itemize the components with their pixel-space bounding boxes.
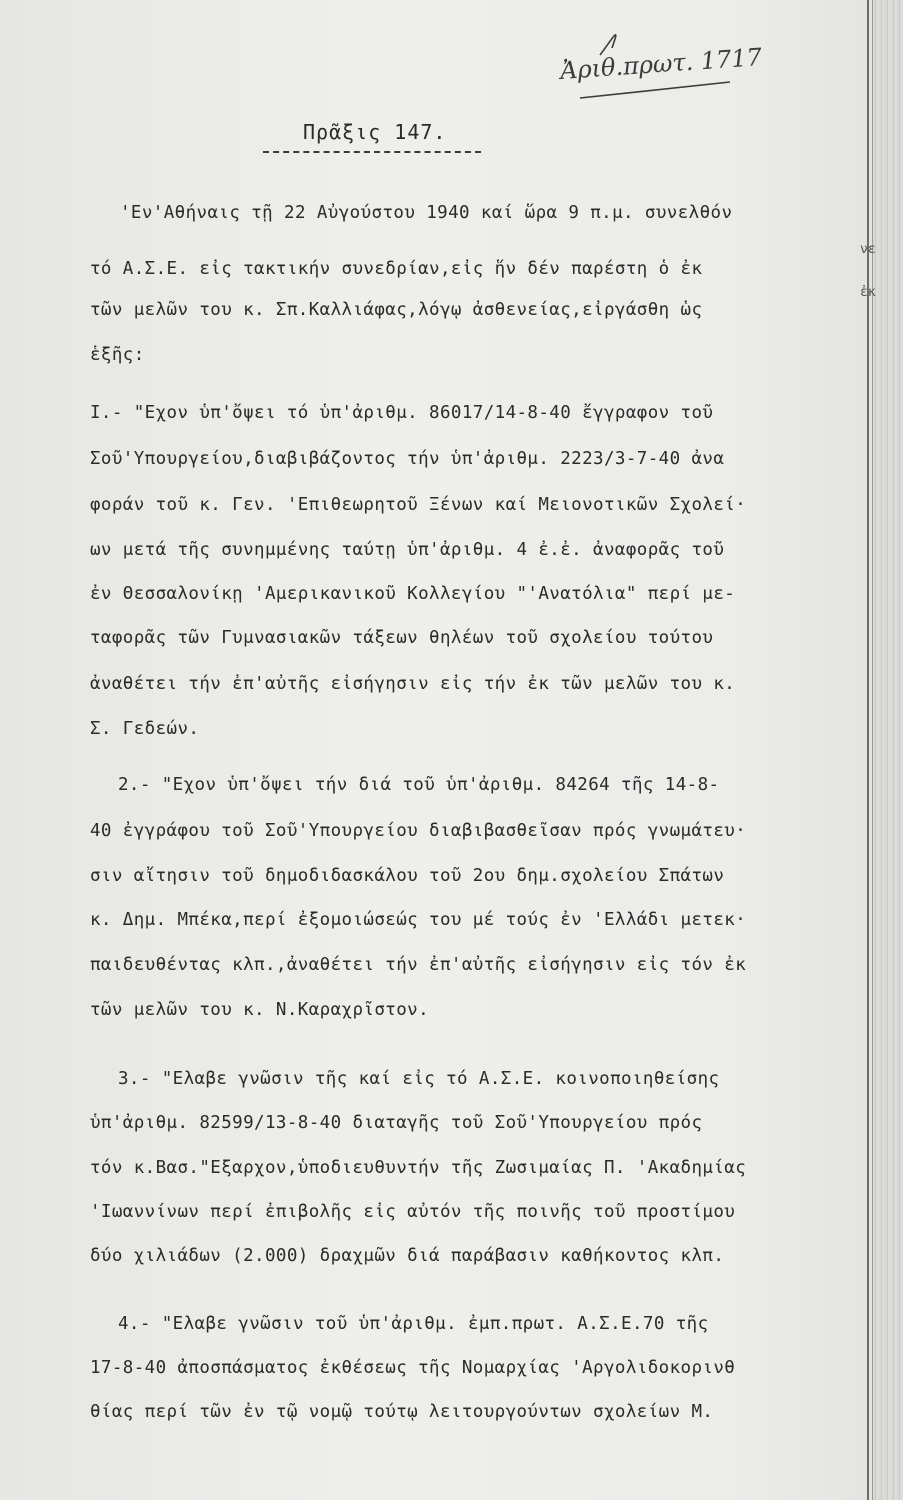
text-line: παιδευθέντας κλπ.,ἀναθέτει τήν ἐπ'αὐτῆς εἰσήγησιν εἰς τόν ἐκ: [90, 955, 747, 975]
text-line: 2.- "Εχον ὑπ'ὄψει τήν διά τοῦ ὑπ'ἀριθμ. 84264 τῆς 14-8-: [118, 775, 720, 795]
handwritten-protocol-number: Ἀριθ.πρωτ. 1717: [559, 42, 763, 86]
text-line: 4.- "Ελαβε γνῶσιν τοῦ ὑπ'ἀριθμ. ἐμπ.πρωτ. Α.Σ.Ε.70 τῆς: [118, 1314, 709, 1334]
document-title: Πρᾶξις 147.: [303, 120, 447, 144]
text-line: δύο χιλιάδων (2.000) δραχμῶν διά παράβασιν καθήκοντος κλπ.: [90, 1246, 725, 1266]
text-line: σιν αἴτησιν τοῦ δημοδιδασκάλου τοῦ 2ου δημ.σχολείου Σπάτων: [90, 866, 725, 886]
binding-spine: [872, 0, 903, 1500]
text-line: κ. Δημ. Μπέκα,περί ἐξομοιώσεώς του μέ τούς ἐν 'Ελλάδι μετεκ·: [90, 910, 747, 930]
text-line: ὑπ'ἀριθμ. 82599/13-8-40 διαταγῆς τοῦ Σοῦ'Υπουργείου πρός: [90, 1113, 703, 1133]
text-line: 'Εν'Αθήναις τῇ 22 Αὐγούστου 1940 καί ὥρα 9 π.μ. συνελθόν: [120, 203, 733, 223]
margin-fragment: νε: [860, 242, 876, 257]
text-line: ἑξῆς:: [90, 345, 145, 365]
text-line: φοράν τοῦ κ. Γεν. 'Επιθεωρητοῦ Ξένων καί Μειονοτικῶν Σχολεί·: [90, 495, 747, 515]
text-line: Σοῦ'Υπουργείου,διαβιβάζοντος τήν ὑπ'ἀριθμ. 2223/3-7-40 ἀνα: [90, 449, 725, 469]
text-line: τῶν μελῶν του κ. Ν.Καραχρῖστον.: [90, 1000, 430, 1020]
text-line: τό Α.Σ.Ε. εἰς τακτικήν συνεδρίαν,εἰς ἥν δέν παρέστη ὁ ἐκ: [90, 259, 703, 279]
text-line: I.- "Εχον ὑπ'ὄψει τό ὑπ'ἀριθμ. 86017/14-8-40 ἔγγραφον τοῦ: [90, 403, 714, 423]
text-line: 17-8-40 ἀποσπάσματος ἐκθέσεως τῆς Νομαρχίας 'Αργολιδοκορινθ: [90, 1358, 736, 1378]
text-line: 3.- "Ελαβε γνῶσιν τῆς καί εἰς τό Α.Σ.Ε. κοινοποιηθείσης: [118, 1069, 720, 1089]
text-line: ων μετά τῆς συνημμένης ταύτῃ ὑπ'ἀριθμ. 4 ἐ.ἐ. ἀναφορᾶς τοῦ: [90, 540, 725, 560]
text-line: 40 ἐγγράφου τοῦ Σοῦ'Υπουργείου διαβιβασθεῖσαν πρός γνωμάτευ·: [90, 821, 747, 841]
text-line: Σ. Γεδεών.: [90, 719, 200, 739]
text-line: τῶν μελῶν του κ. Σπ.Καλλιάφας,λόγῳ ἀσθενείας,εἰργάσθη ὡς: [90, 300, 703, 320]
text-line: 'Ιωαννίνων περί ἐπιβολῆς εἰς αὐτόν τῆς ποινῆς τοῦ προστίμου: [90, 1202, 736, 1222]
page-edge-line: [867, 0, 869, 1500]
text-line: ἀναθέτει τήν ἐπ'αὐτῆς εἰσήγησιν εἰς τήν ἐκ τῶν μελῶν του κ.: [90, 674, 736, 694]
text-line: ταφορᾶς τῶν Γυμνασιακῶν τάξεων θηλέων τοῦ σχολείου τούτου: [90, 628, 714, 648]
text-line: ἐν Θεσσαλονίκῃ 'Αμερικανικοῦ Κολλεγίου "'Ανατόλια" περί με-: [90, 584, 736, 604]
title-underline: [263, 151, 481, 153]
margin-fragment: ἐκ: [860, 285, 876, 300]
text-line: θίας περί τῶν ἐν τῷ νομῷ τούτῳ λειτουργούντων σχολείων Μ.: [90, 1402, 714, 1422]
text-line: τόν κ.Βασ."Εξαρχον,ὑποδιευθυντήν τῆς Ζωσιμαίας Π. 'Ακαδημίας: [90, 1158, 747, 1178]
